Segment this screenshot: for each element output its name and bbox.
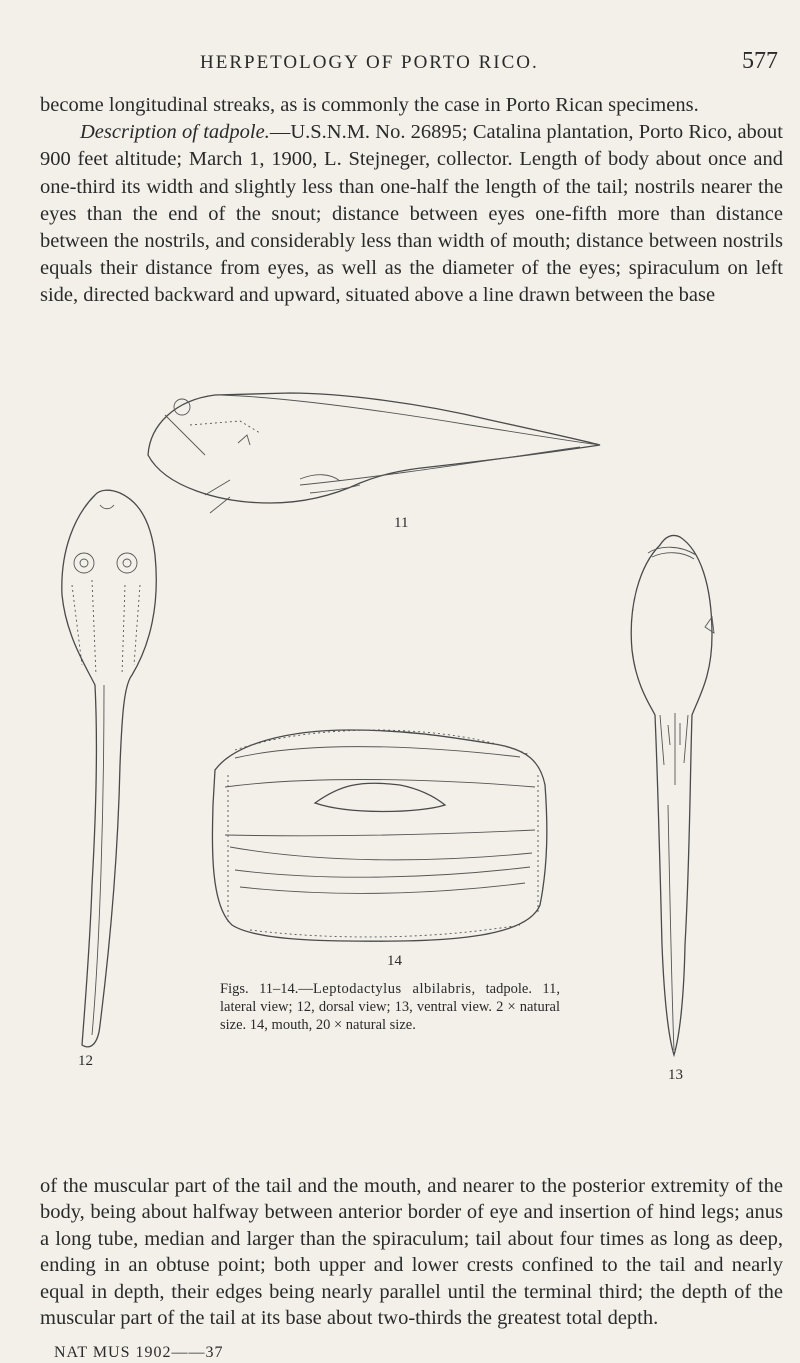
fig-13-label: 13 bbox=[668, 1067, 683, 1083]
paragraph-continuation-bottom: of the muscular part of the tail and the mouth, and nearer to the posterior extremity of the body, being about halfway between anterior border of eye and insertion of hind legs; anus a long tube, median and larger than the spiraculum; tail about four times as long as deep, ending in an obtuse point; both upper and lower crests confined to the tail and nearly equal in depth, their edges being nearly parallel until the terminal third; the depth of the muscular part of the tail at its base about two-thirds the greatest total depth. bbox=[40, 1175, 783, 1330]
footer-signature: NAT MUS 1902——37 bbox=[54, 1344, 224, 1361]
body-text-top bbox=[40, 92, 783, 310]
running-title: HERPETOLOGY OF PORTO RICO. bbox=[200, 52, 539, 73]
figure-drawings bbox=[0, 385, 800, 1175]
body-text-bottom bbox=[40, 1173, 783, 1331]
page-number: 577 bbox=[742, 48, 778, 74]
fig-11-label: 11 bbox=[394, 515, 409, 531]
caption-prefix: Figs. 11–14.— bbox=[220, 981, 313, 997]
fig-14-label: 14 bbox=[387, 953, 402, 969]
caption-species: Leptodactylus albilabris bbox=[312, 981, 472, 997]
fig-13-ventral-view bbox=[631, 535, 714, 1055]
fig-12-dorsal-view bbox=[62, 490, 156, 1047]
section-heading: Description of tadpole. bbox=[80, 121, 270, 144]
running-head bbox=[0, 48, 800, 82]
figure-plate bbox=[0, 385, 800, 1175]
paragraph-tadpole-description bbox=[40, 119, 783, 309]
tadpole-description-text: —U.S.N.M. No. 26895; Catalina plantation, Porto Rico, about 900 feet altitude; March 1, 1900, L. Stejneger, collector. Length of body about once and one-third its width and slightly less than one-half the length of the tail; nostrils nearer the eyes than the end of the snout; distance between eyes one-fifth more than distance between the nostrils, and considerably less than width of mouth; distance between nostrils equals their distance from eyes, as well as the diameter of the eyes; spiraculum on left side, directed backward and upward, situated above a line drawn between the base bbox=[40, 121, 783, 307]
fig-11-lateral-view bbox=[148, 393, 600, 513]
figure-caption bbox=[220, 980, 560, 1034]
caption-rest: , tadpole. 11, lateral view; 12, dorsal view; 13, ventral view. 2 × natural size. 14, mouth, 20 × natural size. bbox=[220, 981, 561, 1033]
fig-14-mouth bbox=[212, 730, 546, 941]
fig-12-label: 12 bbox=[78, 1053, 93, 1069]
paragraph-continuation: become longitudinal streaks, as is commonly the case in Porto Rican specimens. bbox=[40, 94, 699, 116]
